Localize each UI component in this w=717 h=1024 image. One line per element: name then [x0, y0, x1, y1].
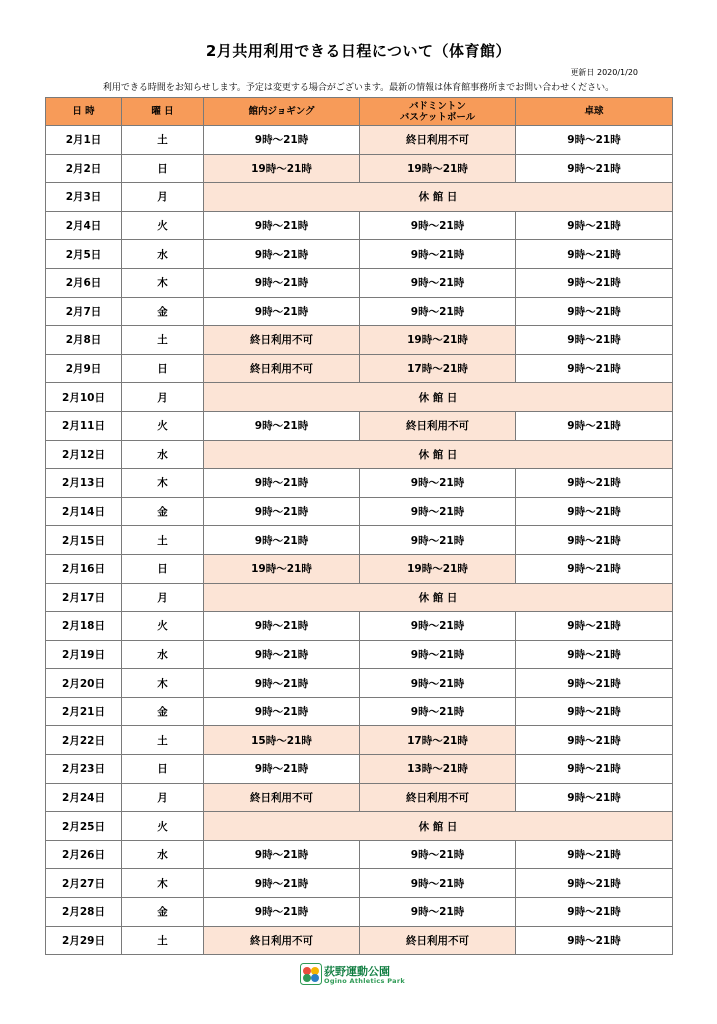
date-cell: 2月20日 [46, 669, 122, 698]
closed-cell: 休 館 日 [204, 583, 673, 612]
badminton-cell: 終日利用不可 [360, 411, 516, 440]
table-row [46, 583, 673, 612]
table-row [46, 783, 673, 812]
schedule-table [45, 97, 673, 955]
tabletennis-cell: 9時～21時 [516, 526, 673, 555]
date-cell: 2月11日 [46, 411, 122, 440]
table-row [46, 469, 673, 498]
date-cell: 2月18日 [46, 612, 122, 641]
date-cell: 2月19日 [46, 640, 122, 669]
date-cell: 2月25日 [46, 812, 122, 841]
badminton-cell: 9時～21時 [360, 211, 516, 240]
badminton-cell: 9時～21時 [360, 898, 516, 927]
table-row [46, 497, 673, 526]
table-row [46, 268, 673, 297]
date-cell: 2月4日 [46, 211, 122, 240]
date-cell: 2月16日 [46, 554, 122, 583]
table-row [46, 840, 673, 869]
badminton-cell: 9時～21時 [360, 469, 516, 498]
tabletennis-cell: 9時～21時 [516, 726, 673, 755]
date-cell: 2月27日 [46, 869, 122, 898]
jogging-cell: 15時～21時 [204, 726, 360, 755]
weekday-cell: 木 [122, 469, 204, 498]
closed-cell: 休 館 日 [204, 440, 673, 469]
jogging-cell: 終日利用不可 [204, 926, 360, 955]
tabletennis-cell: 9時～21時 [516, 240, 673, 269]
jogging-cell: 9時～21時 [204, 240, 360, 269]
table-row [46, 669, 673, 698]
table-row [46, 440, 673, 469]
jogging-cell: 19時～21時 [204, 154, 360, 183]
date-cell: 2月28日 [46, 898, 122, 927]
badminton-cell: 終日利用不可 [360, 126, 516, 155]
tabletennis-cell: 9時～21時 [516, 154, 673, 183]
badminton-cell: 終日利用不可 [360, 783, 516, 812]
weekday-cell: 日 [122, 154, 204, 183]
date-cell: 2月23日 [46, 755, 122, 784]
badminton-cell: 9時～21時 [360, 297, 516, 326]
date-cell: 2月29日 [46, 926, 122, 955]
weekday-cell: 水 [122, 640, 204, 669]
badminton-cell: 9時～21時 [360, 268, 516, 297]
table-row [46, 612, 673, 641]
jogging-cell: 終日利用不可 [204, 783, 360, 812]
weekday-cell: 火 [122, 211, 204, 240]
date-cell: 2月22日 [46, 726, 122, 755]
date-cell: 2月26日 [46, 840, 122, 869]
tabletennis-cell: 9時～21時 [516, 840, 673, 869]
badminton-cell: 19時～21時 [360, 554, 516, 583]
table-row [46, 240, 673, 269]
date-cell: 2月9日 [46, 354, 122, 383]
jogging-cell: 9時～21時 [204, 297, 360, 326]
weekday-cell: 水 [122, 440, 204, 469]
date-cell: 2月14日 [46, 497, 122, 526]
park-name-jp: 荻野運動公園 [324, 965, 390, 978]
weekday-cell: 木 [122, 869, 204, 898]
date-cell: 2月10日 [46, 383, 122, 412]
weekday-cell: 月 [122, 783, 204, 812]
jogging-cell: 9時～21時 [204, 669, 360, 698]
tabletennis-cell: 9時～21時 [516, 783, 673, 812]
badminton-cell: 17時～21時 [360, 726, 516, 755]
closed-cell: 休 館 日 [204, 812, 673, 841]
jogging-cell: 9時～21時 [204, 869, 360, 898]
tabletennis-cell: 9時～21時 [516, 669, 673, 698]
weekday-cell: 日 [122, 354, 204, 383]
weekday-cell: 土 [122, 126, 204, 155]
weekday-cell: 月 [122, 183, 204, 212]
date-cell: 2月2日 [46, 154, 122, 183]
weekday-cell: 月 [122, 583, 204, 612]
date-cell: 2月24日 [46, 783, 122, 812]
tabletennis-cell: 9時～21時 [516, 268, 673, 297]
badminton-cell: 9時～21時 [360, 669, 516, 698]
jogging-cell: 9時～21時 [204, 612, 360, 641]
weekday-cell: 木 [122, 268, 204, 297]
table-row [46, 383, 673, 412]
date-cell: 2月13日 [46, 469, 122, 498]
badminton-cell: 9時～21時 [360, 697, 516, 726]
tabletennis-cell: 9時～21時 [516, 755, 673, 784]
tabletennis-cell: 9時～21時 [516, 469, 673, 498]
jogging-cell: 9時～21時 [204, 469, 360, 498]
weekday-cell: 土 [122, 326, 204, 355]
tabletennis-cell: 9時～21時 [516, 898, 673, 927]
jogging-cell: 9時～21時 [204, 898, 360, 927]
date-cell: 2月8日 [46, 326, 122, 355]
tabletennis-cell: 9時～21時 [516, 640, 673, 669]
table-row [46, 812, 673, 841]
weekday-cell: 土 [122, 926, 204, 955]
date-cell: 2月15日 [46, 526, 122, 555]
jogging-cell: 9時～21時 [204, 526, 360, 555]
jogging-cell: 9時～21時 [204, 211, 360, 240]
table-row [46, 154, 673, 183]
weekday-cell: 月 [122, 383, 204, 412]
table-row [46, 326, 673, 355]
tabletennis-cell: 9時～21時 [516, 411, 673, 440]
tabletennis-cell: 9時～21時 [516, 697, 673, 726]
table-row [46, 297, 673, 326]
weekday-cell: 金 [122, 898, 204, 927]
table-row [46, 726, 673, 755]
date-cell: 2月6日 [46, 268, 122, 297]
tabletennis-cell: 9時～21時 [516, 554, 673, 583]
jogging-cell: 9時～21時 [204, 697, 360, 726]
closed-cell: 休 館 日 [204, 383, 673, 412]
jogging-cell: 9時～21時 [204, 497, 360, 526]
badminton-cell: 9時～21時 [360, 526, 516, 555]
jogging-cell: 9時～21時 [204, 640, 360, 669]
table-row [46, 126, 673, 155]
jogging-cell: 終日利用不可 [204, 354, 360, 383]
weekday-cell: 金 [122, 697, 204, 726]
weekday-cell: 金 [122, 297, 204, 326]
badminton-cell: 9時～21時 [360, 869, 516, 898]
table-row [46, 898, 673, 927]
park-logo-icon [300, 963, 322, 985]
badminton-cell: 13時～21時 [360, 755, 516, 784]
updated-date: 更新日 2020/1/20 [570, 68, 638, 77]
badminton-cell: 9時～21時 [360, 612, 516, 641]
weekday-cell: 水 [122, 840, 204, 869]
weekday-cell: 土 [122, 726, 204, 755]
badminton-cell: 9時～21時 [360, 840, 516, 869]
tabletennis-cell: 9時～21時 [516, 326, 673, 355]
header-weekday: 曜 日 [122, 98, 204, 126]
intro-text: 利用できる時間をお知らせします。予定は変更する場合がございます。最新の情報は体育館事務所までお問い合わせください。 [102, 83, 615, 93]
weekday-cell: 日 [122, 554, 204, 583]
table-row [46, 869, 673, 898]
closed-cell: 休 館 日 [204, 183, 673, 212]
jogging-cell: 19時～21時 [204, 554, 360, 583]
jogging-cell: 9時～21時 [204, 755, 360, 784]
tabletennis-cell: 9時～21時 [516, 126, 673, 155]
weekday-cell: 火 [122, 612, 204, 641]
weekday-cell: 土 [122, 526, 204, 555]
table-row [46, 354, 673, 383]
weekday-cell: 金 [122, 497, 204, 526]
weekday-cell: 火 [122, 411, 204, 440]
table-row [46, 926, 673, 955]
header-date: 日 時 [46, 98, 122, 126]
weekday-cell: 水 [122, 240, 204, 269]
table-row [46, 755, 673, 784]
badminton-cell: 17時～21時 [360, 354, 516, 383]
page-title: 2月共用利用できる日程について（体育館） [205, 42, 512, 60]
header-tabletennis: 卓球 [516, 98, 673, 126]
jogging-cell: 9時～21時 [204, 411, 360, 440]
table-row [46, 411, 673, 440]
park-logo [300, 963, 420, 987]
table-row [46, 554, 673, 583]
badminton-cell: 19時～21時 [360, 154, 516, 183]
date-cell: 2月7日 [46, 297, 122, 326]
badminton-cell: 9時～21時 [360, 497, 516, 526]
date-cell: 2月21日 [46, 697, 122, 726]
date-cell: 2月1日 [46, 126, 122, 155]
header-row [46, 98, 673, 126]
header-badminton: バドミントン バスケットボール [360, 98, 516, 126]
tabletennis-cell: 9時～21時 [516, 869, 673, 898]
weekday-cell: 火 [122, 812, 204, 841]
tabletennis-cell: 9時～21時 [516, 211, 673, 240]
tabletennis-cell: 9時～21時 [516, 354, 673, 383]
schedule-body [46, 126, 673, 955]
tabletennis-cell: 9時～21時 [516, 612, 673, 641]
table-row [46, 211, 673, 240]
badminton-cell: 9時～21時 [360, 240, 516, 269]
table-row [46, 183, 673, 212]
badminton-cell: 9時～21時 [360, 640, 516, 669]
jogging-cell: 終日利用不可 [204, 326, 360, 355]
jogging-cell: 9時～21時 [204, 268, 360, 297]
badminton-cell: 終日利用不可 [360, 926, 516, 955]
date-cell: 2月3日 [46, 183, 122, 212]
park-name-en: Ogino Athletics Park [324, 977, 405, 985]
table-row [46, 526, 673, 555]
date-cell: 2月17日 [46, 583, 122, 612]
jogging-cell: 9時～21時 [204, 126, 360, 155]
tabletennis-cell: 9時～21時 [516, 297, 673, 326]
badminton-cell: 19時～21時 [360, 326, 516, 355]
date-cell: 2月12日 [46, 440, 122, 469]
weekday-cell: 日 [122, 755, 204, 784]
date-cell: 2月5日 [46, 240, 122, 269]
table-row [46, 697, 673, 726]
jogging-cell: 9時～21時 [204, 840, 360, 869]
header-jogging: 館内ジョギング [204, 98, 360, 126]
weekday-cell: 木 [122, 669, 204, 698]
table-row [46, 640, 673, 669]
tabletennis-cell: 9時～21時 [516, 497, 673, 526]
tabletennis-cell: 9時～21時 [516, 926, 673, 955]
